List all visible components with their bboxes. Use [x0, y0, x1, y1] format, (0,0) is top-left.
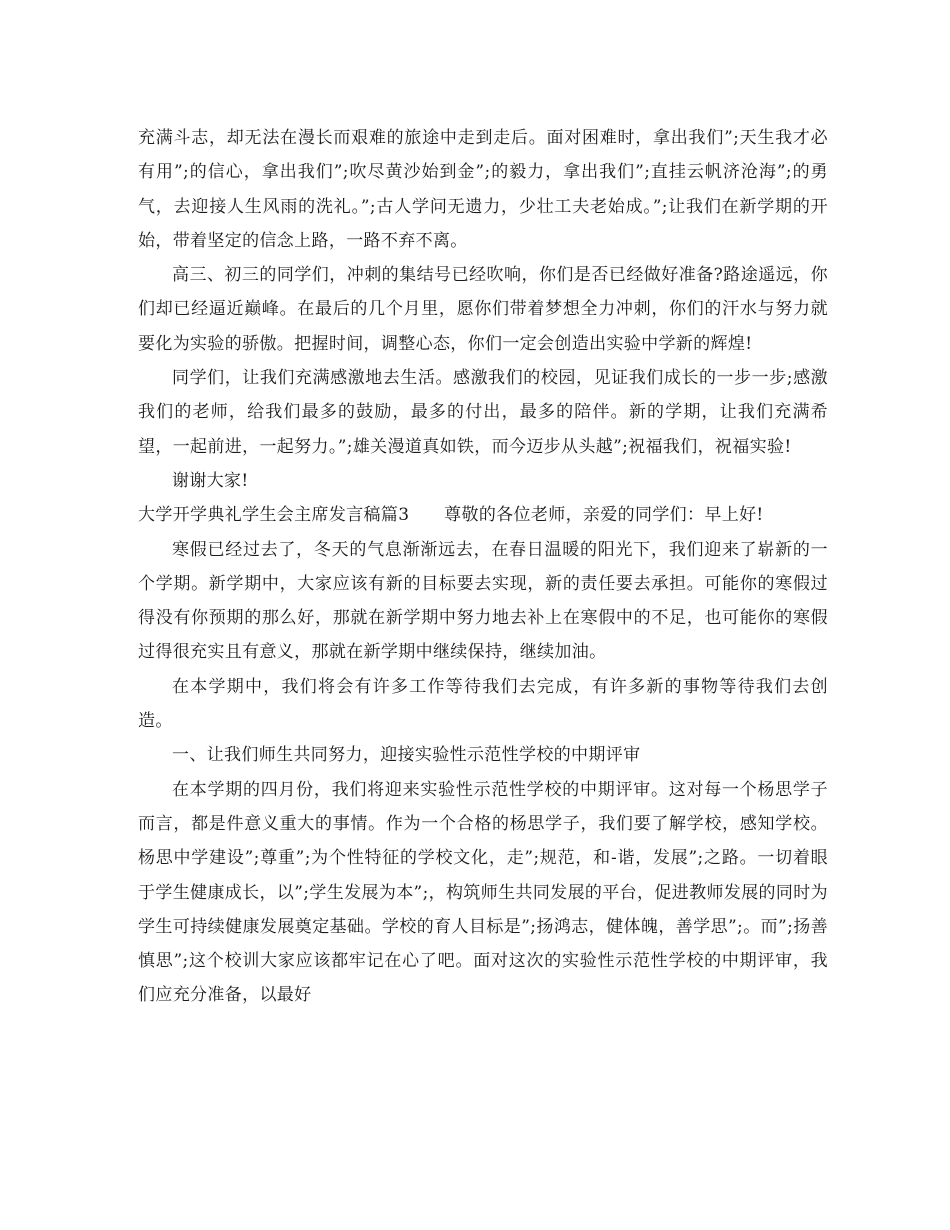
paragraph-7: 在本学期中，我们将会有许多工作等待我们去完成，有许多新的事物等待我们去创造。 — [138, 676, 828, 732]
section-title-speech-3: 大学开学典礼学生会主席发言稿篇3 尊敬的各位老师，亲爱的同学们：早上好! — [138, 505, 764, 526]
paragraph-2: 高三、初三的同学们，冲刺的集结号已经吹响，你们是否已经做好准备?路途遥远，你们却已经逼近巅峰。在最后的几个月里，愿你们带着梦想全力冲刺，你们的汗水与努力就要化为实验的骄傲。把握时间，调整心态，你们一定会创造出实验中学新的辉煌! — [138, 265, 828, 354]
paragraph-6: 寒假已经过去了，冬天的气息渐渐远去，在春日温暖的阳光下，我们迎来了崭新的一个学期。新学期中，大家应该有新的目标要去实现，新的责任要去承担。可能你的寒假过得没有你预期的那么好，那就在新学期中努力地去补上在寒假中的不足，也可能你的寒假过得很充实且有意义，那就在新学期中继续保持，继续加油。 — [138, 539, 828, 663]
paragraph-1: 充满斗志，却无法在漫长而艰难的旅途中走到走后。面对困难时，拿出我们”;天生我才必有用”;的信心，拿出我们”;吹尽黄沙始到金”;的毅力，拿出我们”;直挂云帆济沧海”;的勇气，去迎接人生风雨的洗礼。”;古人学问无遗力，少壮工夫老始成。”;让我们在新学期的开始，带着坚定的信念上路，一路不弃不离。 — [138, 128, 828, 251]
paragraph-9: 在本学期的四月份，我们将迎来实验性示范性学校的中期评审。这对每一个杨思学子而言，都是件意义重大的事情。作为一个合格的杨思学子，我们要了解学校，感知学校。杨思中学建设”;尊重”;为个性特征的学校文化，走”;规范，和-谐，发展”;之路。一切着眼于学生健康成长，以”;学生发展为本”;，构筑师生共同发展的平台，促进教师发展的同时为学生可持续健康发展奠定基础。学校的育人目标是”;扬鸿志，健体魄，善学思”;。而”;扬善 慎思”;这个校训大家应该都牢记在心了吧。面对这次的实验性示范性学校的中期评审，我们应充分准备，以最好 — [138, 779, 828, 1006]
paragraph-thanks: 谢谢大家! — [172, 470, 249, 491]
section-heading-1: 一、让我们师生共同努力，迎接实验性示范性学校的中期评审 — [172, 745, 641, 766]
paragraph-3: 同学们，让我们充满感激地去生活。感激我们的校园，见证我们成长的一步一步;感激我们的老师，给我们最多的鼓励，最多的付出，最多的陪伴。新的学期，让我们充满希望，一起前进，一起努力。”;雄关漫道真如铁，而今迈步从头越”;祝福我们，祝福实验! — [138, 368, 828, 457]
document-body — [138, 121, 828, 1013]
